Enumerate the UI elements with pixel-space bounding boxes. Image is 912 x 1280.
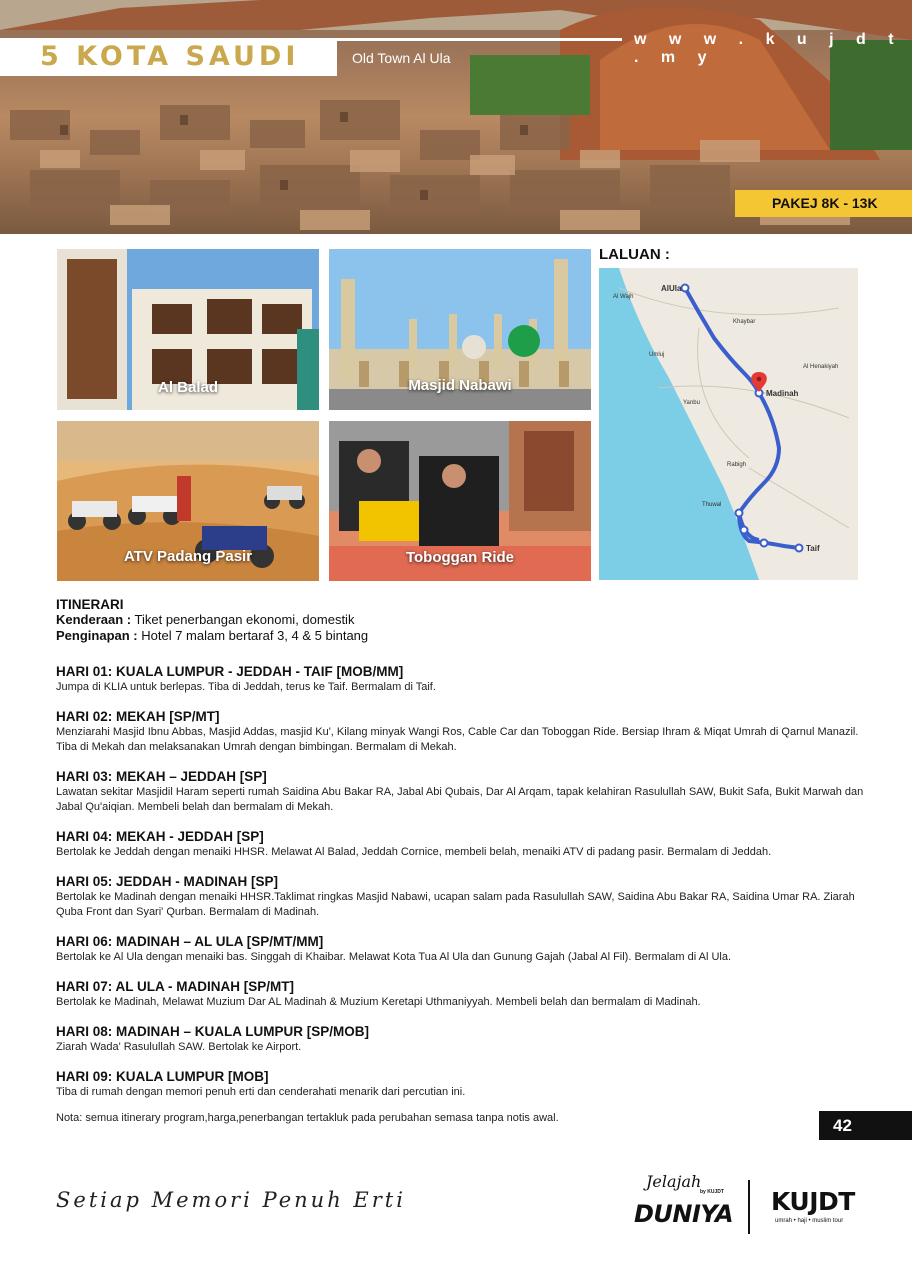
logo-script-text: Jelajah bbox=[646, 1172, 702, 1191]
day-01 bbox=[56, 663, 876, 695]
title-box bbox=[0, 38, 337, 76]
map-label: Rabigh bbox=[727, 462, 747, 468]
day-description: Bertolak ke Jeddah dengan menaiki HHSR. Melawat Al Balad, Jeddah Cornice, membeli belah, menaiki ATV di padang pasir. Bermalam di Jeddah. bbox=[56, 846, 772, 858]
accommodation-line bbox=[56, 628, 876, 644]
page-title: 5 KOTA SAUDI bbox=[40, 41, 300, 72]
day-description: Jumpa di KLIA untuk berlepas. Tiba di Jeddah, terus ke Taif. Bermalam di Taif. bbox=[56, 681, 436, 693]
day-title: HARI 07: AL ULA - MADINAH [SP/MT] bbox=[56, 979, 294, 994]
day-08 bbox=[56, 1023, 876, 1055]
day-06 bbox=[56, 933, 876, 965]
map-label: Umluj bbox=[649, 352, 665, 358]
day-description: Tiba di rumah dengan memori penuh erti dan cenderahati menarik dari percutian ini. bbox=[56, 1086, 466, 1098]
transport-label: Kenderaan : bbox=[56, 612, 132, 627]
page-number-badge bbox=[819, 1111, 912, 1140]
day-02 bbox=[56, 708, 876, 755]
day-03 bbox=[56, 768, 876, 815]
logo-by-text: by KUJDT bbox=[700, 1189, 724, 1195]
hero-banner bbox=[0, 0, 912, 234]
photo-atv bbox=[57, 421, 319, 581]
day-title: HARI 01: KUALA LUMPUR - JEDDAH - TAIF [MOB/MM] bbox=[56, 664, 404, 679]
map-label: AlUla bbox=[661, 284, 682, 293]
slogan: Setiap Memori Penuh Erti bbox=[56, 1188, 406, 1212]
day-description: Menziarahi Masjid Ibnu Abbas, Masjid Addas, masjid Ku', Kilang minyak Wangi Ros, Cable Car dan Toboggan Ride. Bersiap Ihram & Miqat Umrah di Qarnul Manazil. Tiba di Mekah dan melaksanakan Umrah dengan bimbingan. Bermalam di Mekah. bbox=[56, 726, 859, 753]
page-number: 42 bbox=[833, 1116, 852, 1135]
day-description: Bertolak ke Al Ula dengan menaiki bas. Singgah di Khaibar. Melawat Kota Tua Al Ula dan Gunung Gajah (Jabal Al Fil). Bermalam di Al Ula. bbox=[56, 951, 732, 963]
day-title: HARI 02: MEKAH [SP/MT] bbox=[56, 709, 220, 724]
day-description: Ziarah Wada' Rasulullah SAW. Bertolak ke Airport. bbox=[56, 1041, 302, 1053]
day-description: Lawatan sekitar Masjidil Haram seperti rumah Saidina Abu Bakar RA, Jabal Abi Qubais, Dar Al Arqam, tapak kelahiran Rasulullah SAW, Bukit Safa, Bukit Marwah dan Jabal Qu'aiqian. Membeli belah dan bermalam di Mekah. bbox=[56, 786, 864, 813]
photo-masjid-nabawi bbox=[329, 249, 591, 410]
transport-value: Tiket penerbangan ekonomi, domestik bbox=[131, 612, 355, 627]
map-label: Taif bbox=[806, 544, 820, 553]
map-label: Al Henakiyah bbox=[803, 364, 839, 370]
kujdt-wordmark: KUJDT bbox=[771, 1187, 855, 1216]
kujdt-tagline: umrah • haji • muslim tour bbox=[775, 1218, 844, 1224]
disclaimer-note: Nota: semua itinerary program,harga,penerbangan tertakluk pada perubahan semasa tanpa notis awal. bbox=[56, 1112, 559, 1124]
day-07 bbox=[56, 978, 876, 1010]
photo-caption: ATV Padang Pasir bbox=[123, 548, 253, 565]
header-rule bbox=[337, 38, 622, 41]
hero-caption: Old Town Al Ula bbox=[352, 50, 451, 66]
photo-toboggan bbox=[329, 421, 591, 581]
map-label: Thuwal bbox=[702, 502, 722, 508]
transport-line bbox=[56, 612, 876, 628]
accommodation-value: Hotel 7 malam bertaraf 3, 4 & 5 bintang bbox=[137, 628, 369, 643]
photo-caption: Toboggan Ride bbox=[405, 549, 515, 566]
map-label: Khaybar bbox=[733, 319, 756, 325]
map-label: Yanbu bbox=[683, 400, 700, 406]
route-map-graphic bbox=[599, 268, 858, 580]
price-text: PAKEJ 8K - 13K bbox=[772, 195, 878, 211]
itinerary bbox=[56, 597, 876, 1124]
price-badge bbox=[735, 190, 912, 217]
accommodation-label: Penginapan : bbox=[56, 628, 138, 643]
day-09 bbox=[56, 1068, 876, 1100]
day-description: Bertolak ke Madinah, Melawat Muzium Dar AL Madinah & Muzium Keretapi Uthmaniyyah. Membeli belah dan bermalam di Madinah. bbox=[56, 996, 701, 1008]
day-description: Bertolak ke Madinah dengan menaiki HHSR.Taklimat ringkas Masjid Nabawi, ucapan salam pada Rasulullah SAW, Saidina Abu Bakar RA, Saidina Umar RA. Ziarah Quba Front dan Syari' Qurban. Bermalam di Madinah. bbox=[56, 891, 855, 918]
day-title: HARI 08: MADINAH – KUALA LUMPUR [SP/MOB] bbox=[56, 1024, 369, 1039]
day-04 bbox=[56, 828, 876, 860]
day-title: HARI 05: JEDDAH - MADINAH [SP] bbox=[56, 874, 279, 889]
map-label: Al Wajh bbox=[613, 294, 634, 300]
itinerary-heading: ITINERARI bbox=[56, 597, 124, 612]
day-title: HARI 03: MEKAH – JEDDAH [SP] bbox=[56, 769, 267, 784]
map-label: Madinah bbox=[766, 389, 799, 398]
website-url: w w w . k u j d t . m y bbox=[634, 31, 903, 66]
day-title: HARI 06: MADINAH – AL ULA [SP/MT/MM] bbox=[56, 934, 324, 949]
day-title: HARI 04: MEKAH - JEDDAH [SP] bbox=[56, 829, 264, 844]
route-map bbox=[599, 268, 858, 580]
photo-caption: Al Balad bbox=[157, 379, 218, 396]
photo-al-balad bbox=[57, 249, 319, 410]
day-05 bbox=[56, 873, 876, 920]
photo-caption: Masjid Nabawi bbox=[408, 377, 512, 394]
day-title: HARI 09: KUALA LUMPUR [MOB] bbox=[56, 1069, 269, 1084]
logo-divider bbox=[748, 1180, 750, 1234]
route-heading: LALUAN : bbox=[599, 246, 670, 263]
logo-main-text: DUNIYA bbox=[634, 1200, 734, 1228]
